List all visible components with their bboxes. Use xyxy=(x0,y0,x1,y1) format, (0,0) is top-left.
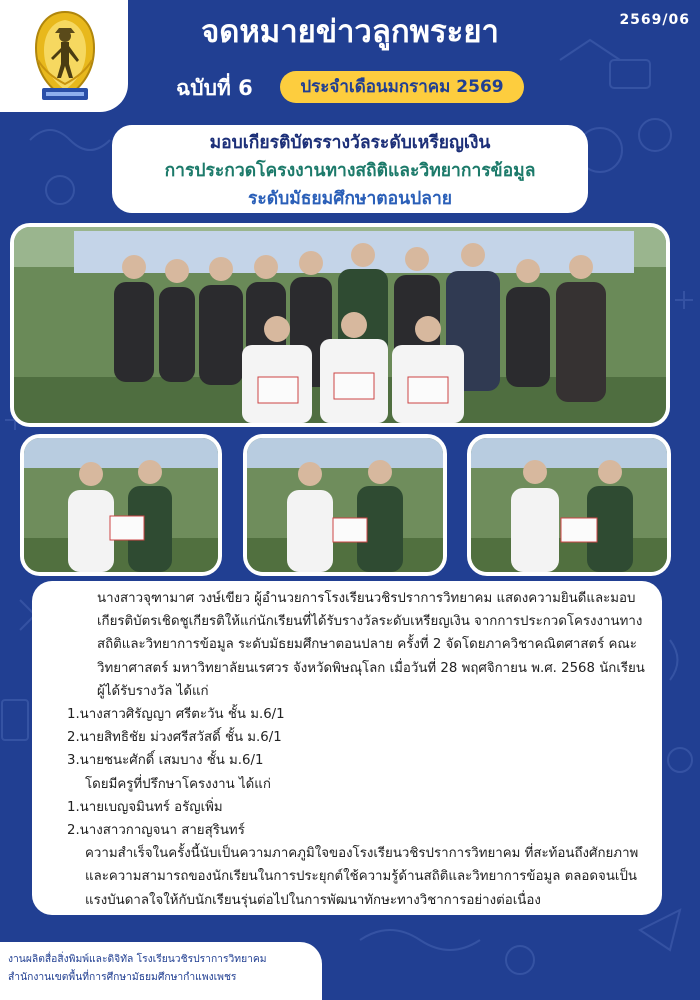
school-emblem-icon xyxy=(28,8,102,106)
footer-credits xyxy=(0,942,322,1000)
headline-box xyxy=(112,125,588,213)
article-body xyxy=(32,581,662,915)
newsletter-title: จดหมายข่าวลูกพระยา xyxy=(201,14,499,50)
issue-code: 2569/06 xyxy=(619,12,690,28)
headline-line-1: มอบเกียรติบัตรรางวัลระดับเหรียญเงิน xyxy=(209,133,491,153)
issue-month-badge: ประจำเดือนมกราคม 2569 xyxy=(280,71,524,103)
headline-line-3: ระดับมัธยมศึกษาตอนปลาย xyxy=(247,189,453,209)
student-item-1: 1.นางสาวศิรัญญา ศรีตะวัน ชั้น ม.6/1 xyxy=(67,707,285,723)
footer-line-1: งานผลิตสื่อสิ่งพิมพ์และดิจิทัล โรงเรียนวชิรปราการวิทยาคม xyxy=(8,953,267,965)
headline-line-2: การประกวดโครงงานทางสถิติและวิทยาการข้อมูล xyxy=(164,161,536,181)
advisor-item-1: 1.นายเบญจมินทร์ อรัญเพิ่ม xyxy=(67,799,223,815)
award-photo-1 xyxy=(20,434,222,576)
article-intro: นางสาวจุฑามาศ วงษ์เขียว ผู้อำนวยการโรงเรียนวชิรปราการวิทยาคม แสดงความยินดีและมอบเกียรติบัตรเชิดชูเกียรติให้แก่นักเรียนที่ได้รับรางวัลระดับเหรียญเงิน จากการประกวดโครงงานทางสถิติและวิทยาการข้อมูล ระดับมัธยมศึกษาตอนปลาย ครั้งที่ 2 จัดโดยภาควิชาคณิตศาสตร์ คณะวิทยาศาสตร์ มหาวิทยาลัยนเรศวร จังหวัดพิษณุโลก เมื่อวันที่ 28 พฤศจิกายน พ.ศ. 2568 นักเรียนผู้ได้รับรางวัล ได้แก่ xyxy=(97,591,645,699)
award-photo-2 xyxy=(243,434,447,576)
award-photo-3 xyxy=(467,434,671,576)
logo-panel xyxy=(0,0,128,112)
student-item-3: 3.นายชนะศักดิ์ เสมบาง ชั้น ม.6/1 xyxy=(67,753,264,769)
issue-number: ฉบับที่ 6 xyxy=(176,76,253,100)
group-photo xyxy=(10,223,670,427)
advisor-intro: โดยมีครูที่ปรึกษาโครงงาน ได้แก่ xyxy=(85,776,271,792)
advisor-item-2: 2.นางสาวกาญจนา สายสุรินทร์ xyxy=(67,823,245,839)
footer-line-2: สำนักงานเขตพื้นที่การศึกษามัธยมศึกษากำแพงเพชร xyxy=(8,971,237,983)
article-conclusion: ความสำเร็จในครั้งนี้นับเป็นความภาคภูมิใจของโรงเรียนวชิรปราการวิทยาคม ที่สะท้อนถึงศักยภาพและความสามารถของนักเรียนในการประยุกต์ใช้ความรู้ด้านสถิติและวิทยาการข้อมูล ตลอดจนเป็นแรงบันดาลใจให้กับนักเรียนรุ่นต่อไปในการพัฒนาทักษะทางวิชาการอย่างต่อเนื่อง xyxy=(85,846,639,908)
student-item-2: 2.นายสิทธิชัย ม่วงศรีสวัสดิ์ ชั้น ม.6/1 xyxy=(67,730,282,746)
